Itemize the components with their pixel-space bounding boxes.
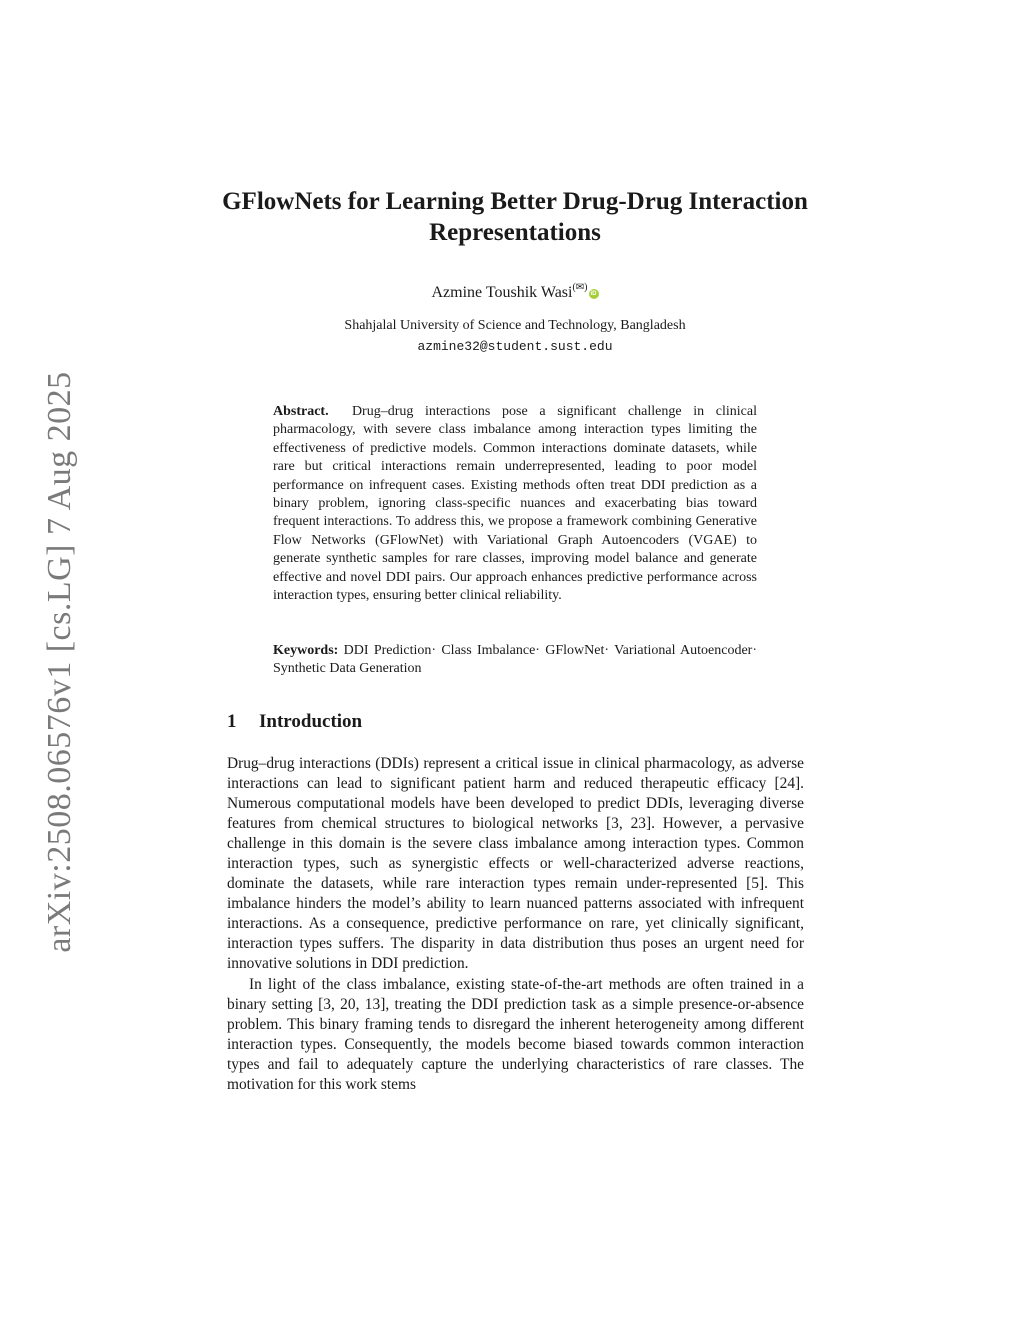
keywords-text: DDI Prediction· Class Imbalance· GFlowNet· Variational Autoencoder· Synthetic Data Generation: [273, 643, 757, 677]
section-title: Introduction: [259, 711, 363, 732]
section-body: [227, 754, 804, 1095]
keywords-label: Keywords:: [273, 643, 339, 658]
author-name: Azmine Toushik Wasi: [431, 284, 573, 301]
author-line: [200, 282, 830, 302]
envelope-icon: (✉): [572, 282, 588, 293]
paragraph: Drug–drug interactions (DDIs) represent a critical issue in clinical pharmacology, as adverse interactions can lead to significant patient harm and reduced therapeutic efficacy [24]. Numerous computational models have been developed to predict DDIs, leveraging diverse features from chemical structures to biological networks [3, 23]. However, a pervasive challenge in this domain is the severe class imbalance among interaction types. Common interaction types, such as synergistic effects or well-characterized adverse reactions, dominate the datasets, while rare interaction types remain under-represented [5]. This imbalance hinders the model’s ability to learn nuanced patterns associated with infrequent interactions. As a consequence, predictive performance on rare, yet clinically significant, interaction types suffers. The disparity in data distribution thus poses an urgent need for innovative solutions in DDI prediction.: [227, 755, 804, 973]
abstract-label: Abstract.: [273, 404, 329, 419]
keywords: [273, 642, 757, 679]
paper-title: GFlowNets for Learning Better Drug-Drug Interaction Representations: [222, 188, 808, 246]
arxiv-identifier-stamp: arXiv:2508.06576v1 [cs.LG] 7 Aug 2025: [41, 371, 78, 953]
abstract-text: Drug–drug interactions pose a significant challenge in clinical pharmacology, with severe class imbalance among interaction types limiting the effectiveness of predictive models. Common interactions dominate datasets, while rare but critical interactions remain underrepresented, leading to poor model performance on infrequent cases. Existing methods often treat DDI prediction as a binary problem, ignoring class-specific nuances and exacerbating bias toward frequent interactions. To address this, we propose a framework combining Generative Flow Networks (GFlowNet) with Variational Graph Autoencoders (VGAE) to generate synthetic samples for rare classes, improving model balance and generate effective and novel DDI pairs. Our approach enhances predictive performance across interaction types, ensuring better clinical reliability.: [273, 404, 757, 604]
section-heading: [227, 711, 362, 733]
paragraph: In light of the class imbalance, existing state-of-the-art methods are often trained in a binary setting [3, 20, 13], treating the DDI prediction task as a simple presence-or-absence problem. This binary framing tends to disregard the inherent heterogeneity among different interaction types. Consequently, the models become biased towards common interaction types and fail to adequately capture the underlying characteristics of rare classes. The motivation for this work stems: [227, 975, 804, 1093]
author-email[interactable]: azmine32@student.sust.edu: [417, 339, 613, 354]
abstract: [273, 403, 757, 605]
section-number: 1: [227, 711, 237, 732]
orcid-icon[interactable]: iD: [590, 291, 597, 297]
author-affiliation: Shahjalal University of Science and Technology, Bangladesh: [344, 318, 686, 333]
